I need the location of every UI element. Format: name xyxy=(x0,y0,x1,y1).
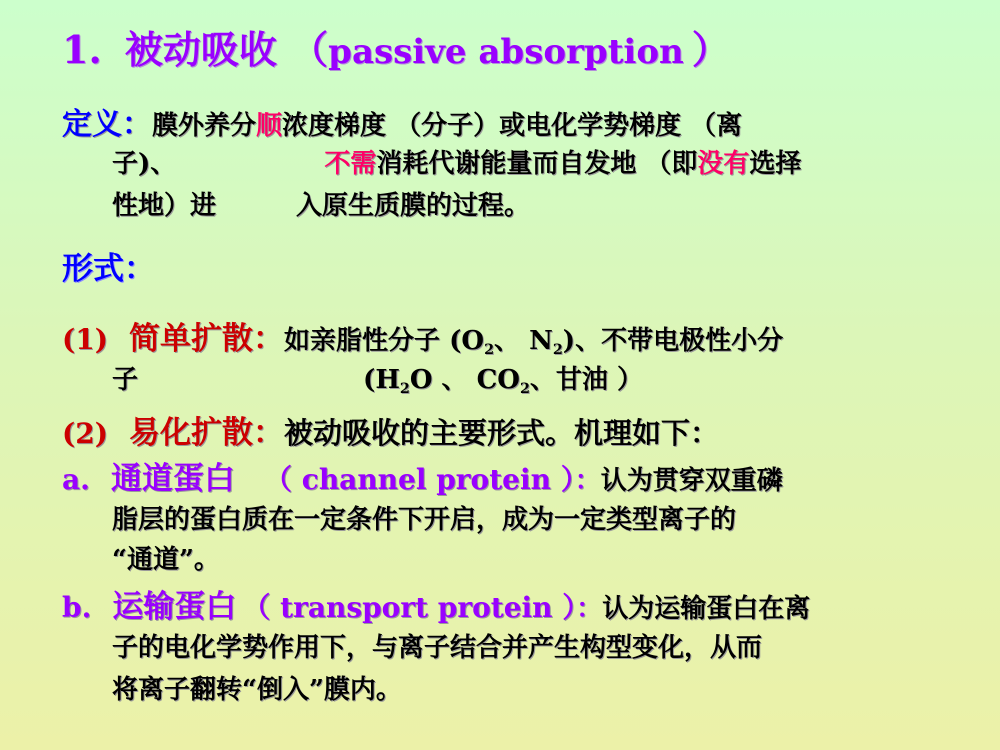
facilitated-diffusion-number: (2) xyxy=(62,417,108,450)
definition-highlight: 不需 xyxy=(324,149,377,179)
subscript: 2 xyxy=(484,342,495,358)
channel-protein-line-3: “通道”。 xyxy=(112,545,220,575)
transport-protein-line-1 xyxy=(62,590,810,626)
channel-protein-line-1 xyxy=(62,462,783,498)
definition-text: 子)、 xyxy=(112,149,177,179)
transport-protein-english: （ transport protein ） xyxy=(242,591,577,624)
title-close-paren: ） xyxy=(691,27,730,72)
transport-protein-text: 认为运输蛋白在离 xyxy=(602,594,811,624)
simple-diffusion-label: 简单扩散： xyxy=(129,321,285,357)
transport-protein-line-3: 将离子翻转“倒入”膜内。 xyxy=(112,675,402,705)
simple-diffusion-text: (H xyxy=(363,365,400,395)
forms-label: 形式： xyxy=(62,251,155,287)
definition-highlight: 顺 xyxy=(256,111,283,141)
slide-title xyxy=(62,28,730,72)
definition-label: 定义： xyxy=(62,107,152,142)
transport-protein-letter: b. xyxy=(62,591,92,624)
definition-text: 性地）进 xyxy=(112,191,217,221)
definition-line-2 xyxy=(112,150,801,180)
channel-protein-english: （ channel protein ） xyxy=(264,463,575,496)
transport-protein-colon: ： xyxy=(576,594,603,624)
simple-diffusion-number: (1) xyxy=(62,323,108,356)
simple-diffusion-text: )、不带电极性小分 xyxy=(562,326,784,356)
title-english: passive absorption xyxy=(328,32,684,72)
definition-highlight: 没有 xyxy=(697,149,750,179)
subscript: 2 xyxy=(552,342,563,358)
facilitated-diffusion-text: 被动吸收的主要形式。机理如下： xyxy=(284,416,720,450)
simple-diffusion-text: O 、 CO xyxy=(409,365,520,395)
subscript: 2 xyxy=(519,381,530,397)
facilitated-diffusion-label: 易化扩散： xyxy=(129,415,285,451)
title-chinese: 被动吸收 xyxy=(124,27,277,72)
simple-diffusion-text: 、甘油 ） xyxy=(529,365,643,395)
simple-diffusion-text: 子 xyxy=(112,365,139,395)
channel-protein-line-2: 脂层的蛋白质在一定条件下开启，成为一定类型离子的 xyxy=(112,505,737,535)
channel-protein-colon: ： xyxy=(574,466,601,496)
definition-text: 消耗代谢能量而自发地 （即 xyxy=(376,149,698,179)
definition-text: 选择 xyxy=(749,149,802,179)
title-number: 1. xyxy=(62,27,102,72)
channel-protein-text: 认为贯穿双重磷 xyxy=(600,466,783,496)
definition-text: 膜外养分 xyxy=(152,111,257,141)
transport-protein-label: 运输蛋白 xyxy=(112,589,237,625)
channel-protein-letter: a. xyxy=(62,463,90,496)
definition-line-3 xyxy=(112,192,530,222)
facilitated-diffusion-line xyxy=(62,416,719,452)
definition-text: 浓度梯度 （分子）或电化学势梯度 （离 xyxy=(282,111,743,141)
definition-text: 入原生质膜的过程。 xyxy=(296,191,531,221)
title-open-paren: （ xyxy=(290,27,329,72)
definition-line-1 xyxy=(62,108,742,143)
transport-protein-line-2: 子的电化学势作用下，与离子结合并产生构型变化，从而 xyxy=(112,633,763,663)
simple-diffusion-text: 、 N xyxy=(494,326,553,356)
simple-diffusion-line-1 xyxy=(62,322,783,358)
simple-diffusion-line-2 xyxy=(112,366,643,397)
simple-diffusion-text: 如亲脂性分子 (O xyxy=(284,326,485,356)
channel-protein-label: 通道蛋白 xyxy=(110,461,235,497)
subscript: 2 xyxy=(399,381,410,397)
